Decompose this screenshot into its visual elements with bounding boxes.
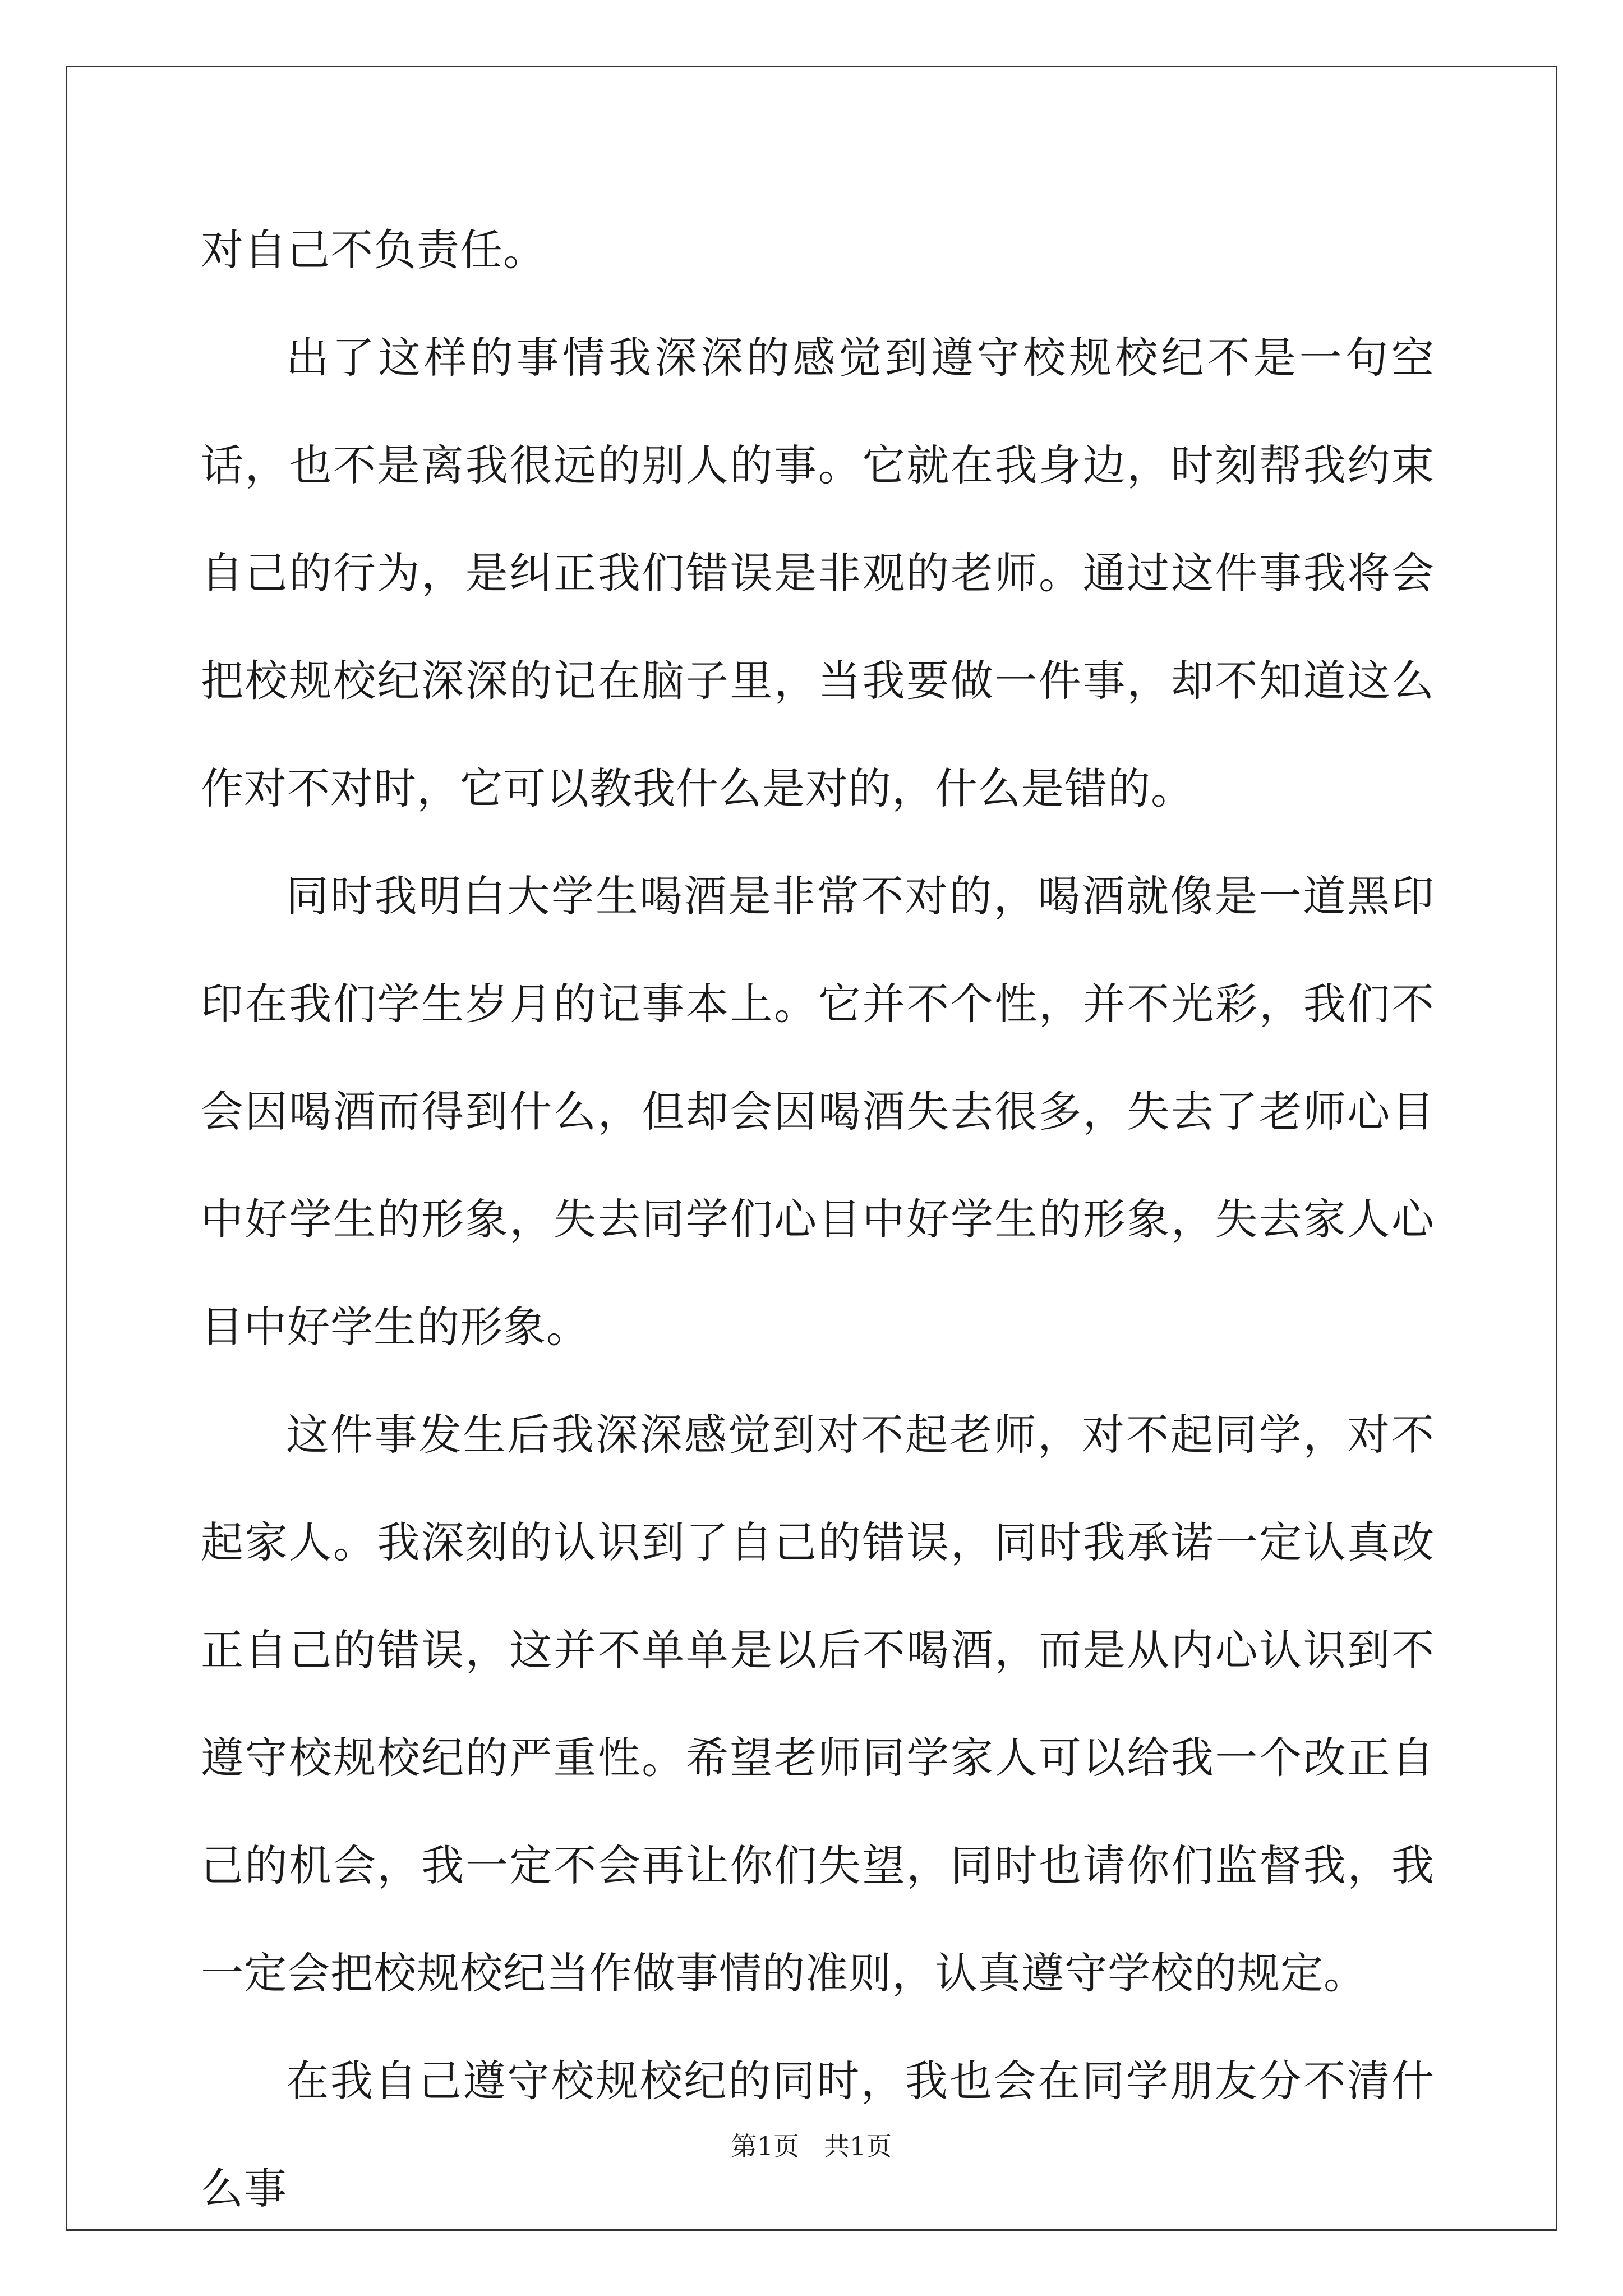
paragraph-4: 这件事发生后我深深感觉到对不起老师，对不起同学，对不起家人。我深刻的认识到了自己的错误，同时我承诺一定认真改正自己的错误，这并不单单是以后不喝酒，而是从内心认识到不遵守校规校纪的严重性。希望老师同学家人可以给我一个改正自己的机会，我一定不会再让你们失望，同时也请你们监督我，我一定会把校规校纪当作做事情的准则，认真遵守学校的规定。 — [201, 1410, 1435, 1998]
paragraph-2: 出了这样的事情我深深的感觉到遵守校规校纪不是一句空话，也不是离我很远的别人的事。它就在我身边，时刻帮我约束自己的行为，是纠正我们错误是非观的老师。通过这件事我将会把校规校纪深深的记在脑子里，当我要做一件事，却不知道这么作对不对时，它可以教我什么是对的，什么是错的。 — [201, 333, 1435, 813]
paragraph-1: 对自己不负责任。 — [201, 225, 546, 275]
page-footer — [0, 2126, 1623, 2163]
paragraph-5: 在我自己遵守校规校纪的同时，我也会在同学朋友分不清什么事 — [201, 2056, 1435, 2214]
page-number: 第1页 — [731, 2131, 799, 2161]
document-body — [201, 196, 1435, 2243]
paragraph-3: 同时我明白大学生喝酒是非常不对的，喝酒就像是一道黑印印在我们学生岁月的记事本上。它并不个性，并不光彩，我们不会因喝酒而得到什么，但却会因喝酒失去很多，失去了老师心目中好学生的形象，失去同学们心目中好学生的形象，失去家人心目中好学生的形象。 — [201, 871, 1435, 1352]
page-total: 共1页 — [824, 2131, 892, 2161]
